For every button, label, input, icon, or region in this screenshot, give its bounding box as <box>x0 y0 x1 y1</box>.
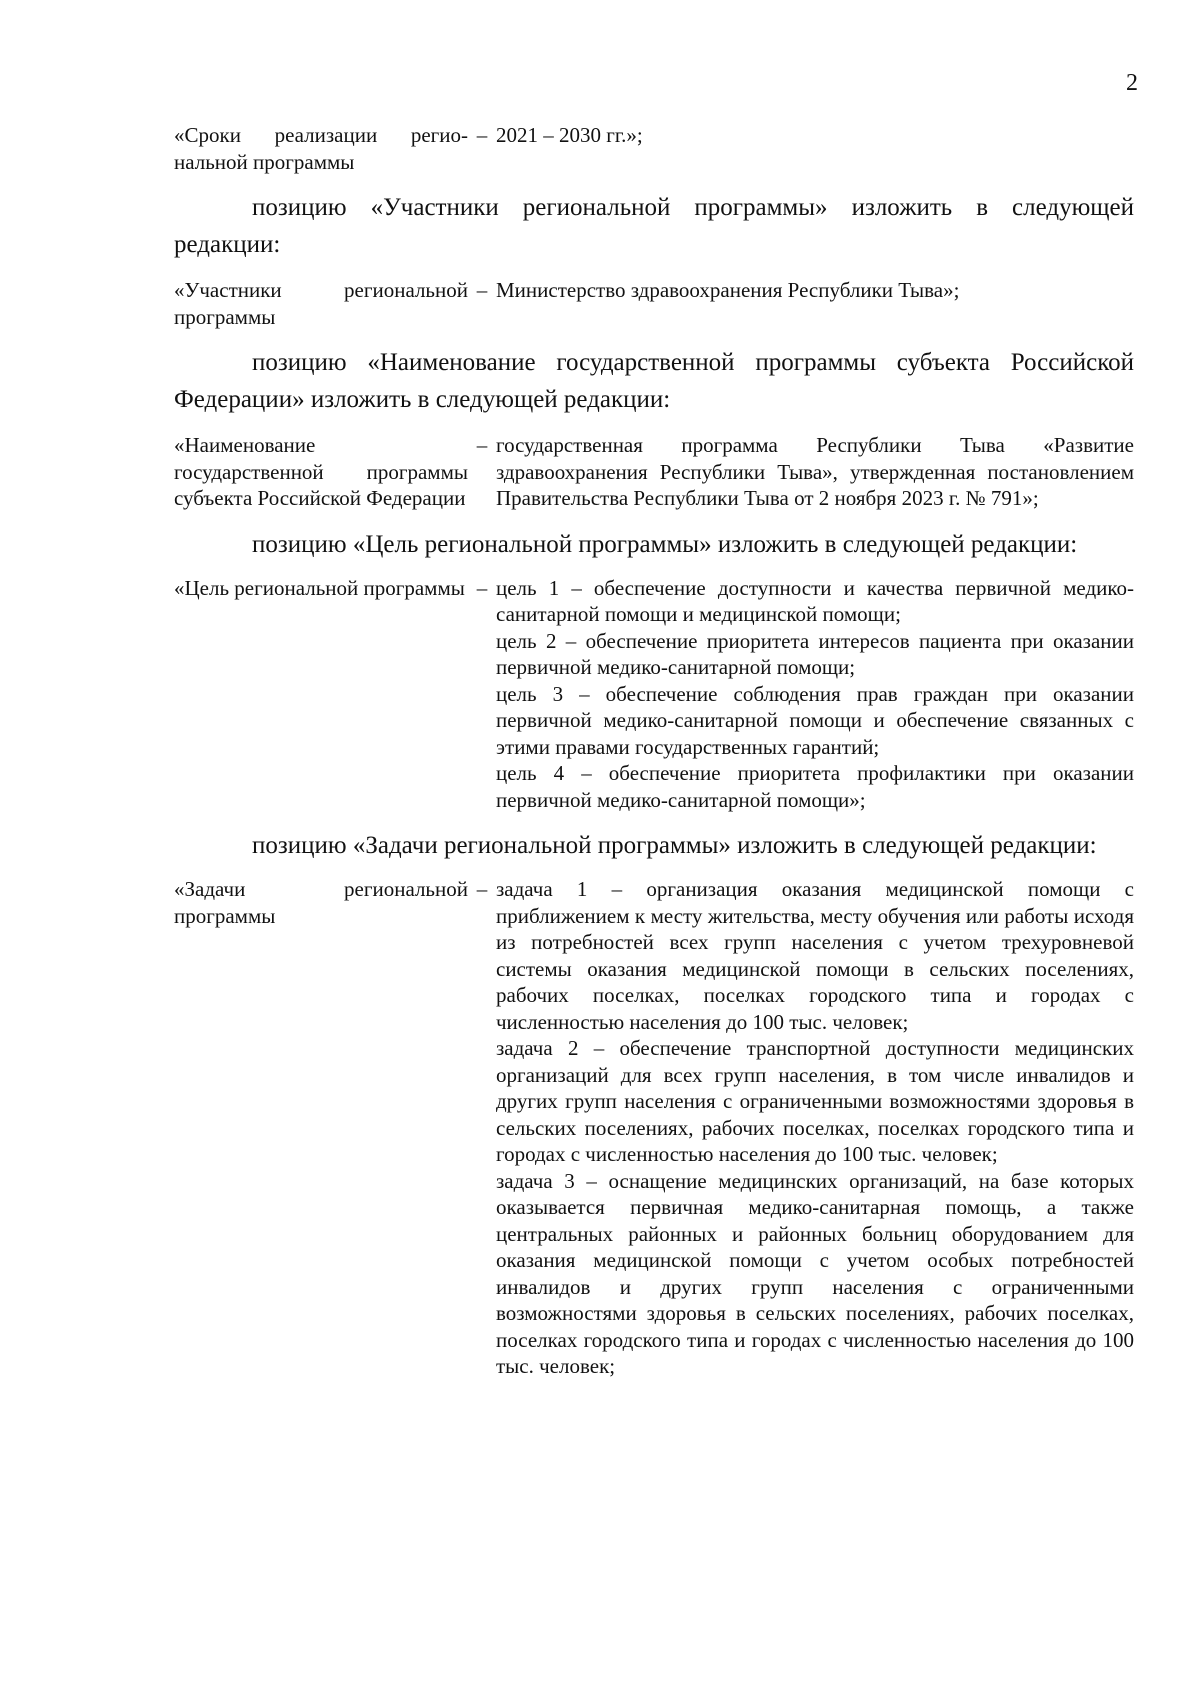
task-item: задача 1 – организация оказания медицинской помощи с приближением к месту жительства, месту обучения или работы исходя из потребностей всех групп населения с учетом трехуровневой системы оказания медицинской помощи в сельских поселениях, рабочих поселках, поселках городского типа и городах с численностью населения до 100 тыс. человек; <box>496 877 1134 1034</box>
participants-dash: – <box>476 278 488 302</box>
state-program-value: государственная программа Республики Тыва «Развитие здравоохранения Республики Тыва», утвержденная постановлением Правительства Республики Тыва от 2 ноября 2023 г. № 791»; <box>496 433 1134 510</box>
task-item: задача 3 – оснащение медицинских организаций, на базе которых оказывается первичная медико-санитарная помощь, а также центральных районных и районных больниц оборудованием для оказания медицинской помощи с учетом особых потребностей инвалидов и других групп населения с ограниченными возможностями здоровья в сельских поселениях, рабочих поселках, поселках городского типа и городах с численностью населения до 100 тыс. человек; <box>496 1168 1134 1378</box>
state-program-dash: – <box>476 433 488 457</box>
tasks-row <box>174 876 1134 1380</box>
tasks-label: «Задачи региональной программы <box>174 877 468 928</box>
term-label: «Сроки реализации регио-нальной программы <box>174 123 468 174</box>
state-program-label: «Наименование государственной программы субъекта Российской Федерации <box>174 433 468 510</box>
term-row <box>174 122 1134 175</box>
goal-list <box>496 575 1134 814</box>
goal-item: цель 2 – обеспечение приоритета интересов пациента при оказании первичной медико-санитарной помощи; <box>496 628 1134 679</box>
goal-row <box>174 575 1134 814</box>
participants-label: «Участники региональной программы <box>174 278 468 329</box>
participants-row <box>174 277 1134 330</box>
document-body <box>174 122 1134 1380</box>
state-program-paragraph: позицию «Наименование государственной программы субъекта Российской Федерации» изложить в следующей редакции: <box>174 349 1134 413</box>
state-program-row <box>174 432 1134 512</box>
participants-paragraph: позицию «Участники региональной программы» изложить в следующей редакции: <box>174 194 1134 258</box>
goal-paragraph: позицию «Цель региональной программы» изложить в следующей редакции: <box>252 530 1078 558</box>
goal-item: цель 3 – обеспечение соблюдения прав граждан при оказании первичной медико-санитарной помощи и обеспечение связанных с этими правами государственных гарантий; <box>496 681 1134 759</box>
tasks-list <box>496 876 1134 1380</box>
goal-dash: – <box>476 575 488 600</box>
term-dash: – <box>476 123 488 147</box>
term-value: 2021 – 2030 гг.»; <box>496 123 643 147</box>
goal-label: «Цель региональной программы <box>174 575 465 600</box>
goal-item: цель 1 – обеспечение доступности и качества первичной медико-санитарной помощи и медицинской помощи; <box>496 575 1134 626</box>
goal-item: цель 4 – обеспечение приоритета профилактики при оказании первичной медико-санитарной помощи»; <box>496 761 1134 812</box>
tasks-dash: – <box>476 877 488 901</box>
tasks-paragraph: позицию «Задачи региональной программы» изложить в следующей редакции: <box>252 832 1097 859</box>
task-item: задача 2 – обеспечение транспортной доступности медицинских организаций для всех групп населения, в том числе инвалидов и других групп населения с ограниченными возможностями здоровья в сельских поселениях, рабочих поселках, поселках городского типа и городах с численностью населения до 100 тыс. человек; <box>496 1036 1134 1166</box>
participants-value: Министерство здравоохранения Республики Тыва»; <box>496 278 960 302</box>
page-number: 2 <box>1126 70 1138 96</box>
